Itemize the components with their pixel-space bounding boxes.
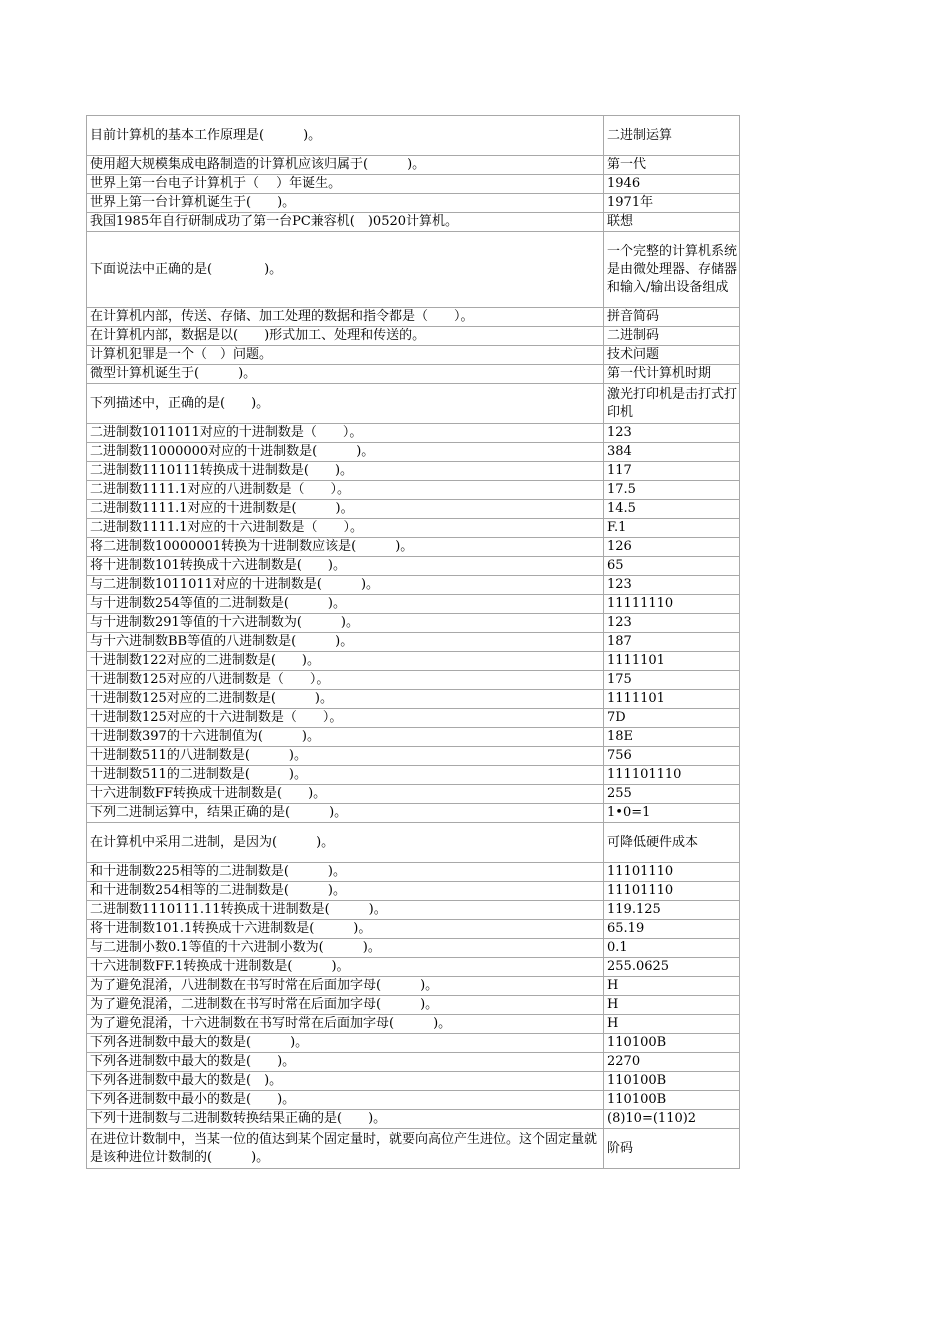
question-cell: 与十六进制数BB等值的八进制数是( )。 (87, 633, 604, 652)
question-cell: 和十进制数225相等的二进制数是( )。 (87, 863, 604, 882)
question-cell: 在计算机内部，传送、存储、加工处理的数据和指令都是（ ）。 (87, 308, 604, 327)
table-row (87, 920, 740, 939)
answer-cell: (8)10=(110)2 (604, 1110, 740, 1129)
answer-cell: 第一代 (604, 156, 740, 175)
table-row (87, 823, 740, 863)
question-cell: 微型计算机诞生于( )。 (87, 365, 604, 384)
question-cell: 将十进制数101.1转换成十六进制数是( )。 (87, 920, 604, 939)
table-row (87, 346, 740, 365)
question-cell: 为了避免混淆，十六进制数在书写时常在后面加字母( )。 (87, 1015, 604, 1034)
table-row (87, 1015, 740, 1034)
answer-cell: 175 (604, 671, 740, 690)
table-row (87, 384, 740, 424)
table-row (87, 1110, 740, 1129)
question-cell: 十进制数397的十六进制值为( )。 (87, 728, 604, 747)
table-row (87, 443, 740, 462)
table-row (87, 116, 740, 156)
question-cell: 十进制数511的八进制数是( )。 (87, 747, 604, 766)
answer-cell: 126 (604, 538, 740, 557)
answer-cell: 7D (604, 709, 740, 728)
answer-cell: 756 (604, 747, 740, 766)
question-cell: 为了避免混淆，八进制数在书写时常在后面加字母( )。 (87, 977, 604, 996)
table-row (87, 481, 740, 500)
answer-cell: 255 (604, 785, 740, 804)
answer-cell: 123 (604, 576, 740, 595)
table-row (87, 557, 740, 576)
table-row (87, 728, 740, 747)
answer-cell: H (604, 1015, 740, 1034)
answer-cell: 17.5 (604, 481, 740, 500)
table-row (87, 690, 740, 709)
question-cell: 十六进制数FF转换成十进制数是( )。 (87, 785, 604, 804)
answer-cell: 1•0=1 (604, 804, 740, 823)
question-cell: 与十进制数291等值的十六进制数为( )。 (87, 614, 604, 633)
answer-cell: 1946 (604, 175, 740, 194)
answer-cell: 可降低硬件成本 (604, 823, 740, 863)
question-cell: 使用超大规模集成电路制造的计算机应该归属于( )。 (87, 156, 604, 175)
answer-cell: 117 (604, 462, 740, 481)
table-row (87, 939, 740, 958)
table-row (87, 308, 740, 327)
table-row (87, 538, 740, 557)
table-row (87, 175, 740, 194)
qa-table-body (87, 116, 740, 1169)
question-cell: 十进制数125对应的二进制数是( )。 (87, 690, 604, 709)
answer-cell: 18E (604, 728, 740, 747)
answer-cell: 119.125 (604, 901, 740, 920)
question-cell: 二进制数1111.1对应的八进制数是（ ）。 (87, 481, 604, 500)
question-cell: 下列各进制数中最大的数是( )。 (87, 1072, 604, 1091)
question-cell: 下列各进制数中最小的数是( )。 (87, 1091, 604, 1110)
answer-cell: 187 (604, 633, 740, 652)
question-cell: 将二进制数10000001转换为十进制数应该是( )。 (87, 538, 604, 557)
table-row (87, 766, 740, 785)
table-row (87, 1091, 740, 1110)
table-row (87, 576, 740, 595)
answer-cell: 65 (604, 557, 740, 576)
question-cell: 下列各进制数中最大的数是( )。 (87, 1053, 604, 1072)
table-row (87, 1129, 740, 1169)
answer-cell: 二进制码 (604, 327, 740, 346)
answer-cell: 一个完整的计算机系统是由微处理器、存储器和输入/输出设备组成 (604, 232, 740, 308)
question-cell: 将十进制数101转换成十六进制数是( )。 (87, 557, 604, 576)
table-row (87, 633, 740, 652)
answer-cell: 1111101 (604, 690, 740, 709)
question-cell: 二进制数1111.1对应的十六进制数是（ ）。 (87, 519, 604, 538)
question-cell: 与二进制小数0.1等值的十六进制小数为( )。 (87, 939, 604, 958)
answer-cell: 2270 (604, 1053, 740, 1072)
question-cell: 二进制数1111.1对应的十进制数是( )。 (87, 500, 604, 519)
answer-cell: 123 (604, 424, 740, 443)
table-row (87, 365, 740, 384)
question-cell: 在进位计数制中，当某一位的值达到某个固定量时，就要向高位产生进位。这个固定量就是该种进位计数制的( )。 (87, 1129, 604, 1169)
question-cell: 为了避免混淆，二进制数在书写时常在后面加字母( )。 (87, 996, 604, 1015)
question-cell: 二进制数1110111转换成十进制数是( )。 (87, 462, 604, 481)
question-cell: 二进制数1011011对应的十进制数是（ ）。 (87, 424, 604, 443)
question-cell: 在计算机中采用二进制，是因为( )。 (87, 823, 604, 863)
answer-cell: 11111110 (604, 595, 740, 614)
question-cell: 下列十进制数与二进制数转换结果正确的是( )。 (87, 1110, 604, 1129)
answer-cell: 14.5 (604, 500, 740, 519)
answer-cell: 0.1 (604, 939, 740, 958)
table-row (87, 519, 740, 538)
answer-cell: 11101110 (604, 863, 740, 882)
answer-cell: H (604, 977, 740, 996)
question-cell: 下列描述中，正确的是( )。 (87, 384, 604, 424)
question-cell: 目前计算机的基本工作原理是( )。 (87, 116, 604, 156)
table-row (87, 652, 740, 671)
answer-cell: 11101110 (604, 882, 740, 901)
question-cell: 二进制数11000000对应的十进制数是( )。 (87, 443, 604, 462)
answer-cell: 65.19 (604, 920, 740, 939)
answer-cell: 384 (604, 443, 740, 462)
table-row (87, 804, 740, 823)
question-cell: 十进制数122对应的二进制数是( )。 (87, 652, 604, 671)
table-row (87, 996, 740, 1015)
question-cell: 与十进制数254等值的二进制数是( )。 (87, 595, 604, 614)
table-row (87, 194, 740, 213)
table-row (87, 1053, 740, 1072)
table-row (87, 614, 740, 633)
answer-cell: 二进制运算 (604, 116, 740, 156)
table-row (87, 595, 740, 614)
table-row (87, 232, 740, 308)
question-cell: 十六进制数FF.1转换成十进制数是( )。 (87, 958, 604, 977)
table-row (87, 863, 740, 882)
answer-cell: 110100B (604, 1072, 740, 1091)
table-row (87, 500, 740, 519)
question-cell: 在计算机内部，数据是以( )形式加工、处理和传送的。 (87, 327, 604, 346)
table-row (87, 709, 740, 728)
table-row (87, 156, 740, 175)
question-cell: 下面说法中正确的是( )。 (87, 232, 604, 308)
answer-cell: 110100B (604, 1034, 740, 1053)
question-cell: 十进制数125对应的十六进制数是（ ）。 (87, 709, 604, 728)
table-row (87, 424, 740, 443)
answer-cell: 拼音简码 (604, 308, 740, 327)
answer-cell: 激光打印机是击打式打印机 (604, 384, 740, 424)
question-cell: 与二进制数1011011对应的十进制数是( )。 (87, 576, 604, 595)
answer-cell: 联想 (604, 213, 740, 232)
question-cell: 下列各进制数中最大的数是( )。 (87, 1034, 604, 1053)
question-cell: 和十进制数254相等的二进制数是( )。 (87, 882, 604, 901)
table-row (87, 901, 740, 920)
table-row (87, 671, 740, 690)
question-cell: 世界上第一台计算机诞生于( )。 (87, 194, 604, 213)
table-row (87, 747, 740, 766)
question-cell: 二进制数1110111.11转换成十进制数是( )。 (87, 901, 604, 920)
table-row (87, 327, 740, 346)
answer-cell: 111101110 (604, 766, 740, 785)
question-cell: 十进制数125对应的八进制数是（ ）。 (87, 671, 604, 690)
table-row (87, 882, 740, 901)
question-cell: 十进制数511的二进制数是( )。 (87, 766, 604, 785)
answer-cell: 第一代计算机时期 (604, 365, 740, 384)
question-cell: 我国1985年自行研制成功了第一台PC兼容机( )0520计算机。 (87, 213, 604, 232)
answer-cell: 110100B (604, 1091, 740, 1110)
answer-cell: 123 (604, 614, 740, 633)
answer-cell: 阶码 (604, 1129, 740, 1169)
table-row (87, 977, 740, 996)
question-cell: 下列二进制运算中，结果正确的是( )。 (87, 804, 604, 823)
answer-cell: H (604, 996, 740, 1015)
answer-cell: 1971年 (604, 194, 740, 213)
table-row (87, 1072, 740, 1091)
table-row (87, 213, 740, 232)
answer-cell: F.1 (604, 519, 740, 538)
answer-cell: 技术问题 (604, 346, 740, 365)
question-cell: 计算机犯罪是一个（ ）问题。 (87, 346, 604, 365)
answer-cell: 255.0625 (604, 958, 740, 977)
table-row (87, 1034, 740, 1053)
table-row (87, 958, 740, 977)
table-row (87, 462, 740, 481)
question-cell: 世界上第一台电子计算机于（ ）年诞生。 (87, 175, 604, 194)
qa-table (86, 115, 740, 1169)
answer-cell: 1111101 (604, 652, 740, 671)
table-row (87, 785, 740, 804)
